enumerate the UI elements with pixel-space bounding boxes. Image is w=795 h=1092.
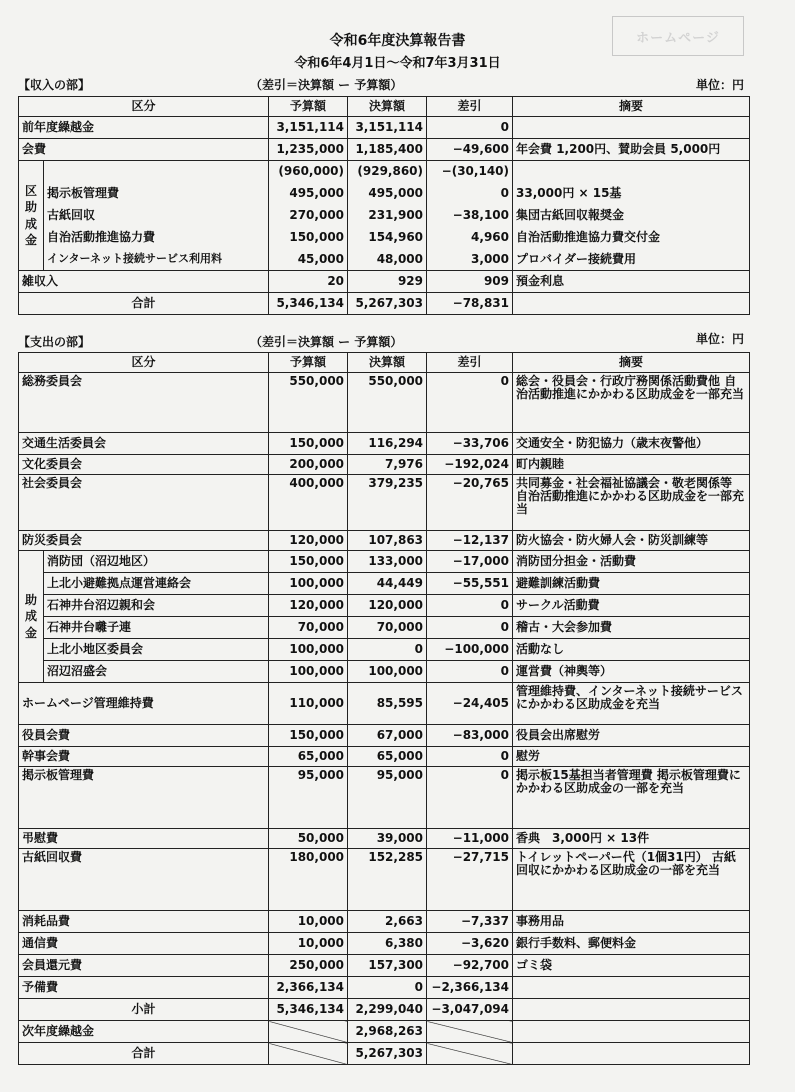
- slash-cell: [269, 1021, 348, 1043]
- row-note: 集団古紙回収報奨金: [513, 205, 750, 227]
- row-name: 文化委員会: [19, 455, 269, 475]
- row-diff: −38,100: [427, 205, 513, 227]
- row-note: トイレットペーパー代（1個31円） 古紙回収にかかわる区助成金の一部を充当: [513, 849, 750, 911]
- table-row: [19, 227, 750, 249]
- table-row: [19, 455, 750, 475]
- row-name: 予備費: [19, 977, 269, 999]
- row-diff: 0: [427, 661, 513, 683]
- row-budget: 100,000: [269, 639, 348, 661]
- row-note: [513, 977, 750, 999]
- row-name: 沼辺沼盛会: [44, 661, 269, 683]
- row-name: 石神井台囃子連: [44, 617, 269, 639]
- row-note: 避難訓練活動費: [513, 573, 750, 595]
- col-header-category: 区分: [19, 97, 269, 117]
- row-actual: 67,000: [348, 725, 427, 747]
- row-budget: 45,000: [269, 249, 348, 271]
- row-actual: 44,449: [348, 573, 427, 595]
- row-name: 通信費: [19, 933, 269, 955]
- table-row: [19, 955, 750, 977]
- row-budget: 3,151,114: [269, 117, 348, 139]
- row-name: 社会委員会: [19, 475, 269, 531]
- row-name: 古紙回収: [44, 205, 269, 227]
- row-diff: −192,024: [427, 455, 513, 475]
- row-budget: 495,000: [269, 183, 348, 205]
- row-budget: 400,000: [269, 475, 348, 531]
- row-diff: −2,366,134: [427, 977, 513, 999]
- row-name: インターネット接続サービス利用料: [44, 249, 269, 271]
- row-actual: 65,000: [348, 747, 427, 767]
- row-diff: 0: [427, 117, 513, 139]
- expense-section-label: 【支出の部】: [18, 335, 91, 349]
- row-name: 交通生活委員会: [19, 433, 269, 455]
- row-budget: 180,000: [269, 849, 348, 911]
- col-header-note: 摘要: [513, 97, 750, 117]
- row-actual: 6,380: [348, 933, 427, 955]
- row-note: 銀行手数料、郵便料金: [513, 933, 750, 955]
- row-name: 総務委員会: [19, 373, 269, 433]
- row-diff: −12,137: [427, 531, 513, 551]
- grant-subtotal-budget: (960,000): [269, 161, 348, 183]
- row-actual: 48,000: [348, 249, 427, 271]
- expense-unit: 単位：円: [696, 332, 745, 346]
- row-diff: −49,600: [427, 139, 513, 161]
- table-row: [19, 911, 750, 933]
- row-name: 上北小避難拠点運営連絡会: [44, 573, 269, 595]
- row-name: ホームページ管理維持費: [19, 683, 269, 725]
- row-actual: 154,960: [348, 227, 427, 249]
- row-note: 役員会出席慰労: [513, 725, 750, 747]
- row-budget: 95,000: [269, 767, 348, 829]
- row-actual: 133,000: [348, 551, 427, 573]
- col-header-category: 区分: [19, 353, 269, 373]
- carryover-row: [19, 1021, 750, 1043]
- col-header-note: 摘要: [513, 353, 750, 373]
- row-diff: 909: [427, 271, 513, 293]
- row-diff: −55,551: [427, 573, 513, 595]
- homepage-stamp: ホームページ: [612, 16, 744, 56]
- row-note: 年会費 1,200円、賛助会員 5,000円: [513, 139, 750, 161]
- row-name: 上北小地区委員会: [44, 639, 269, 661]
- expense-table: [18, 352, 750, 1065]
- row-diff: −27,715: [427, 849, 513, 911]
- row-note: 慰労: [513, 747, 750, 767]
- row-note: 掲示板15基担当者管理費 掲示板管理費にかかわる区助成金の一部を充当: [513, 767, 750, 829]
- row-budget: 200,000: [269, 455, 348, 475]
- row-diff: −92,700: [427, 955, 513, 977]
- row-diff: −11,000: [427, 829, 513, 849]
- row-note: 共同募金・社会福祉協議会・敬老関係等 自治活動推進にかかわる区助成金を一部充当: [513, 475, 750, 531]
- row-diff: 4,960: [427, 227, 513, 249]
- total-budget: 5,346,134: [269, 293, 348, 315]
- row-actual: 1,185,400: [348, 139, 427, 161]
- row-note: プロバイダー接続費用: [513, 249, 750, 271]
- row-name: 防災委員会: [19, 531, 269, 551]
- row-budget: 110,000: [269, 683, 348, 725]
- row-budget: 150,000: [269, 227, 348, 249]
- row-diff: −83,000: [427, 725, 513, 747]
- row-note: 預金利息: [513, 271, 750, 293]
- row-budget: 2,366,134: [269, 977, 348, 999]
- row-diff: −100,000: [427, 639, 513, 661]
- row-note: 自治活動推進協力費交付金: [513, 227, 750, 249]
- row-diff: 0: [427, 747, 513, 767]
- row-actual: 7,976: [348, 455, 427, 475]
- row-diff: −20,765: [427, 475, 513, 531]
- subtotal-actual: 2,299,040: [348, 999, 427, 1021]
- income-grant-label: [19, 161, 44, 271]
- slash-cell: [427, 1021, 513, 1043]
- row-diff: −33,706: [427, 433, 513, 455]
- grant-subtotal-diff: −(30,140): [427, 161, 513, 183]
- row-note: 事務用品: [513, 911, 750, 933]
- row-name: 消防団（沼辺地区）: [44, 551, 269, 573]
- row-note: ゴミ袋: [513, 955, 750, 977]
- row-actual: 0: [348, 639, 427, 661]
- row-budget: 20: [269, 271, 348, 293]
- row-name: 前年度繰越金: [19, 117, 269, 139]
- table-row: [19, 117, 750, 139]
- table-row: [19, 849, 750, 911]
- row-note: 管理維持費、インターネット接続サービスにかかわる区助成金を充当: [513, 683, 750, 725]
- total-actual: 5,267,303: [348, 293, 427, 315]
- table-row: [19, 725, 750, 747]
- slash-cell: [269, 1043, 348, 1065]
- row-budget: 1,235,000: [269, 139, 348, 161]
- row-budget: 65,000: [269, 747, 348, 767]
- table-row: [19, 617, 750, 639]
- row-budget: 10,000: [269, 911, 348, 933]
- table-row: [19, 551, 750, 573]
- total-label: 合計: [19, 293, 269, 315]
- row-actual: 116,294: [348, 433, 427, 455]
- carryover-label: 次年度繰越金: [19, 1021, 269, 1043]
- expense-grant-label: [19, 551, 44, 683]
- row-actual: 85,595: [348, 683, 427, 725]
- grant-subtotal-actual: (929,860): [348, 161, 427, 183]
- table-row: [19, 373, 750, 433]
- row-note: 防火協会・防火婦人会・防災訓練等: [513, 531, 750, 551]
- table-row: [19, 183, 750, 205]
- row-name: 雑収入: [19, 271, 269, 293]
- table-row: [19, 271, 750, 293]
- row-budget: 150,000: [269, 725, 348, 747]
- table-row: [19, 139, 750, 161]
- row-actual: 2,663: [348, 911, 427, 933]
- row-budget: 100,000: [269, 573, 348, 595]
- col-header-budget: 予算額: [269, 97, 348, 117]
- row-note: 運営費（神輿等）: [513, 661, 750, 683]
- row-name: 役員会費: [19, 725, 269, 747]
- row-diff: 3,000: [427, 249, 513, 271]
- row-diff: −7,337: [427, 911, 513, 933]
- row-note: 33,000円 × 15基: [513, 183, 750, 205]
- table-row: [19, 977, 750, 999]
- expense-total-row: [19, 1043, 750, 1065]
- row-budget: 250,000: [269, 955, 348, 977]
- table-row: [19, 531, 750, 551]
- row-note: 稽古・大会参加費: [513, 617, 750, 639]
- table-row: [19, 205, 750, 227]
- carryover-actual: 2,968,263: [348, 1021, 427, 1043]
- row-diff: −3,620: [427, 933, 513, 955]
- table-row: [19, 595, 750, 617]
- income-diff-note: （差引＝決算額 ー 予算額）: [250, 78, 403, 92]
- row-note: 消防団分担金・活動費: [513, 551, 750, 573]
- col-header-actual: 決算額: [348, 97, 427, 117]
- row-note: 交通安全・防犯協力（歳末夜警他）: [513, 433, 750, 455]
- expense-header-row: [19, 353, 750, 373]
- grant-label-text: 助成金: [25, 593, 38, 640]
- row-actual: 107,863: [348, 531, 427, 551]
- row-budget: 100,000: [269, 661, 348, 683]
- table-row: [19, 747, 750, 767]
- income-total-row: [19, 293, 750, 315]
- grant-subtotal-row: [19, 161, 750, 183]
- row-actual: 95,000: [348, 767, 427, 829]
- row-diff: 0: [427, 373, 513, 433]
- row-name: 幹事会費: [19, 747, 269, 767]
- expense-diff-note: （差引＝決算額 ー 予算額）: [250, 335, 403, 349]
- grant-label-text: 区助成金: [25, 184, 38, 247]
- table-row: [19, 767, 750, 829]
- row-note: サークル活動費: [513, 595, 750, 617]
- table-row: [19, 639, 750, 661]
- slash-cell: [427, 1043, 513, 1065]
- row-diff: 0: [427, 767, 513, 829]
- row-budget: 150,000: [269, 551, 348, 573]
- row-name: 自治活動推進協力費: [44, 227, 269, 249]
- table-row: [19, 829, 750, 849]
- row-budget: 70,000: [269, 617, 348, 639]
- expense-subtotal-row: [19, 999, 750, 1021]
- table-row: [19, 933, 750, 955]
- row-actual: 3,151,114: [348, 117, 427, 139]
- row-diff: 0: [427, 595, 513, 617]
- income-unit: 単位：円: [696, 78, 745, 92]
- table-row: [19, 573, 750, 595]
- report-period: 令和6年4月1日～令和7年3月31日: [294, 56, 501, 71]
- row-note: [513, 117, 750, 139]
- total-note: [513, 293, 750, 315]
- row-budget: 120,000: [269, 531, 348, 551]
- row-diff: 0: [427, 617, 513, 639]
- table-row: [19, 475, 750, 531]
- row-note: 活動なし: [513, 639, 750, 661]
- income-table: [18, 96, 750, 315]
- row-actual: 152,285: [348, 849, 427, 911]
- row-note: 町内親睦: [513, 455, 750, 475]
- row-note: 香典 3,000円 × 13件: [513, 829, 750, 849]
- col-header-diff: 差引: [427, 353, 513, 373]
- row-budget: 270,000: [269, 205, 348, 227]
- row-actual: 495,000: [348, 183, 427, 205]
- report-title: 令和6年度決算報告書: [329, 33, 466, 49]
- row-name: 石神井台沼辺親和会: [44, 595, 269, 617]
- row-actual: 157,300: [348, 955, 427, 977]
- row-name: 古紙回収費: [19, 849, 269, 911]
- row-name: 消耗品費: [19, 911, 269, 933]
- total-actual: 5,267,303: [348, 1043, 427, 1065]
- row-name: 掲示板管理費: [44, 183, 269, 205]
- row-name: 会費: [19, 139, 269, 161]
- row-diff: −17,000: [427, 551, 513, 573]
- col-header-diff: 差引: [427, 97, 513, 117]
- row-name: 弔慰費: [19, 829, 269, 849]
- row-actual: 100,000: [348, 661, 427, 683]
- income-header-row: [19, 97, 750, 117]
- income-section-label: 【収入の部】: [18, 78, 91, 92]
- table-row: [19, 249, 750, 271]
- row-actual: 39,000: [348, 829, 427, 849]
- row-actual: 70,000: [348, 617, 427, 639]
- row-actual: 550,000: [348, 373, 427, 433]
- subtotal-diff: −3,047,094: [427, 999, 513, 1021]
- col-header-actual: 決算額: [348, 353, 427, 373]
- row-budget: 10,000: [269, 933, 348, 955]
- row-name: 会員還元費: [19, 955, 269, 977]
- row-name: 掲示板管理費: [19, 767, 269, 829]
- total-diff: −78,831: [427, 293, 513, 315]
- col-header-budget: 予算額: [269, 353, 348, 373]
- row-note: 総会・役員会・行政庁務関係活動費他 自治活動推進にかかわる区助成金を一部充当: [513, 373, 750, 433]
- row-budget: 50,000: [269, 829, 348, 849]
- row-budget: 150,000: [269, 433, 348, 455]
- row-diff: −24,405: [427, 683, 513, 725]
- row-actual: 231,900: [348, 205, 427, 227]
- row-budget: 120,000: [269, 595, 348, 617]
- table-row: [19, 661, 750, 683]
- row-actual: 0: [348, 977, 427, 999]
- table-row: [19, 683, 750, 725]
- table-row: [19, 433, 750, 455]
- subtotal-label: 小計: [19, 999, 269, 1021]
- row-actual: 929: [348, 271, 427, 293]
- row-actual: 379,235: [348, 475, 427, 531]
- total-label: 合計: [19, 1043, 269, 1065]
- row-actual: 120,000: [348, 595, 427, 617]
- row-budget: 550,000: [269, 373, 348, 433]
- row-diff: 0: [427, 183, 513, 205]
- subtotal-budget: 5,346,134: [269, 999, 348, 1021]
